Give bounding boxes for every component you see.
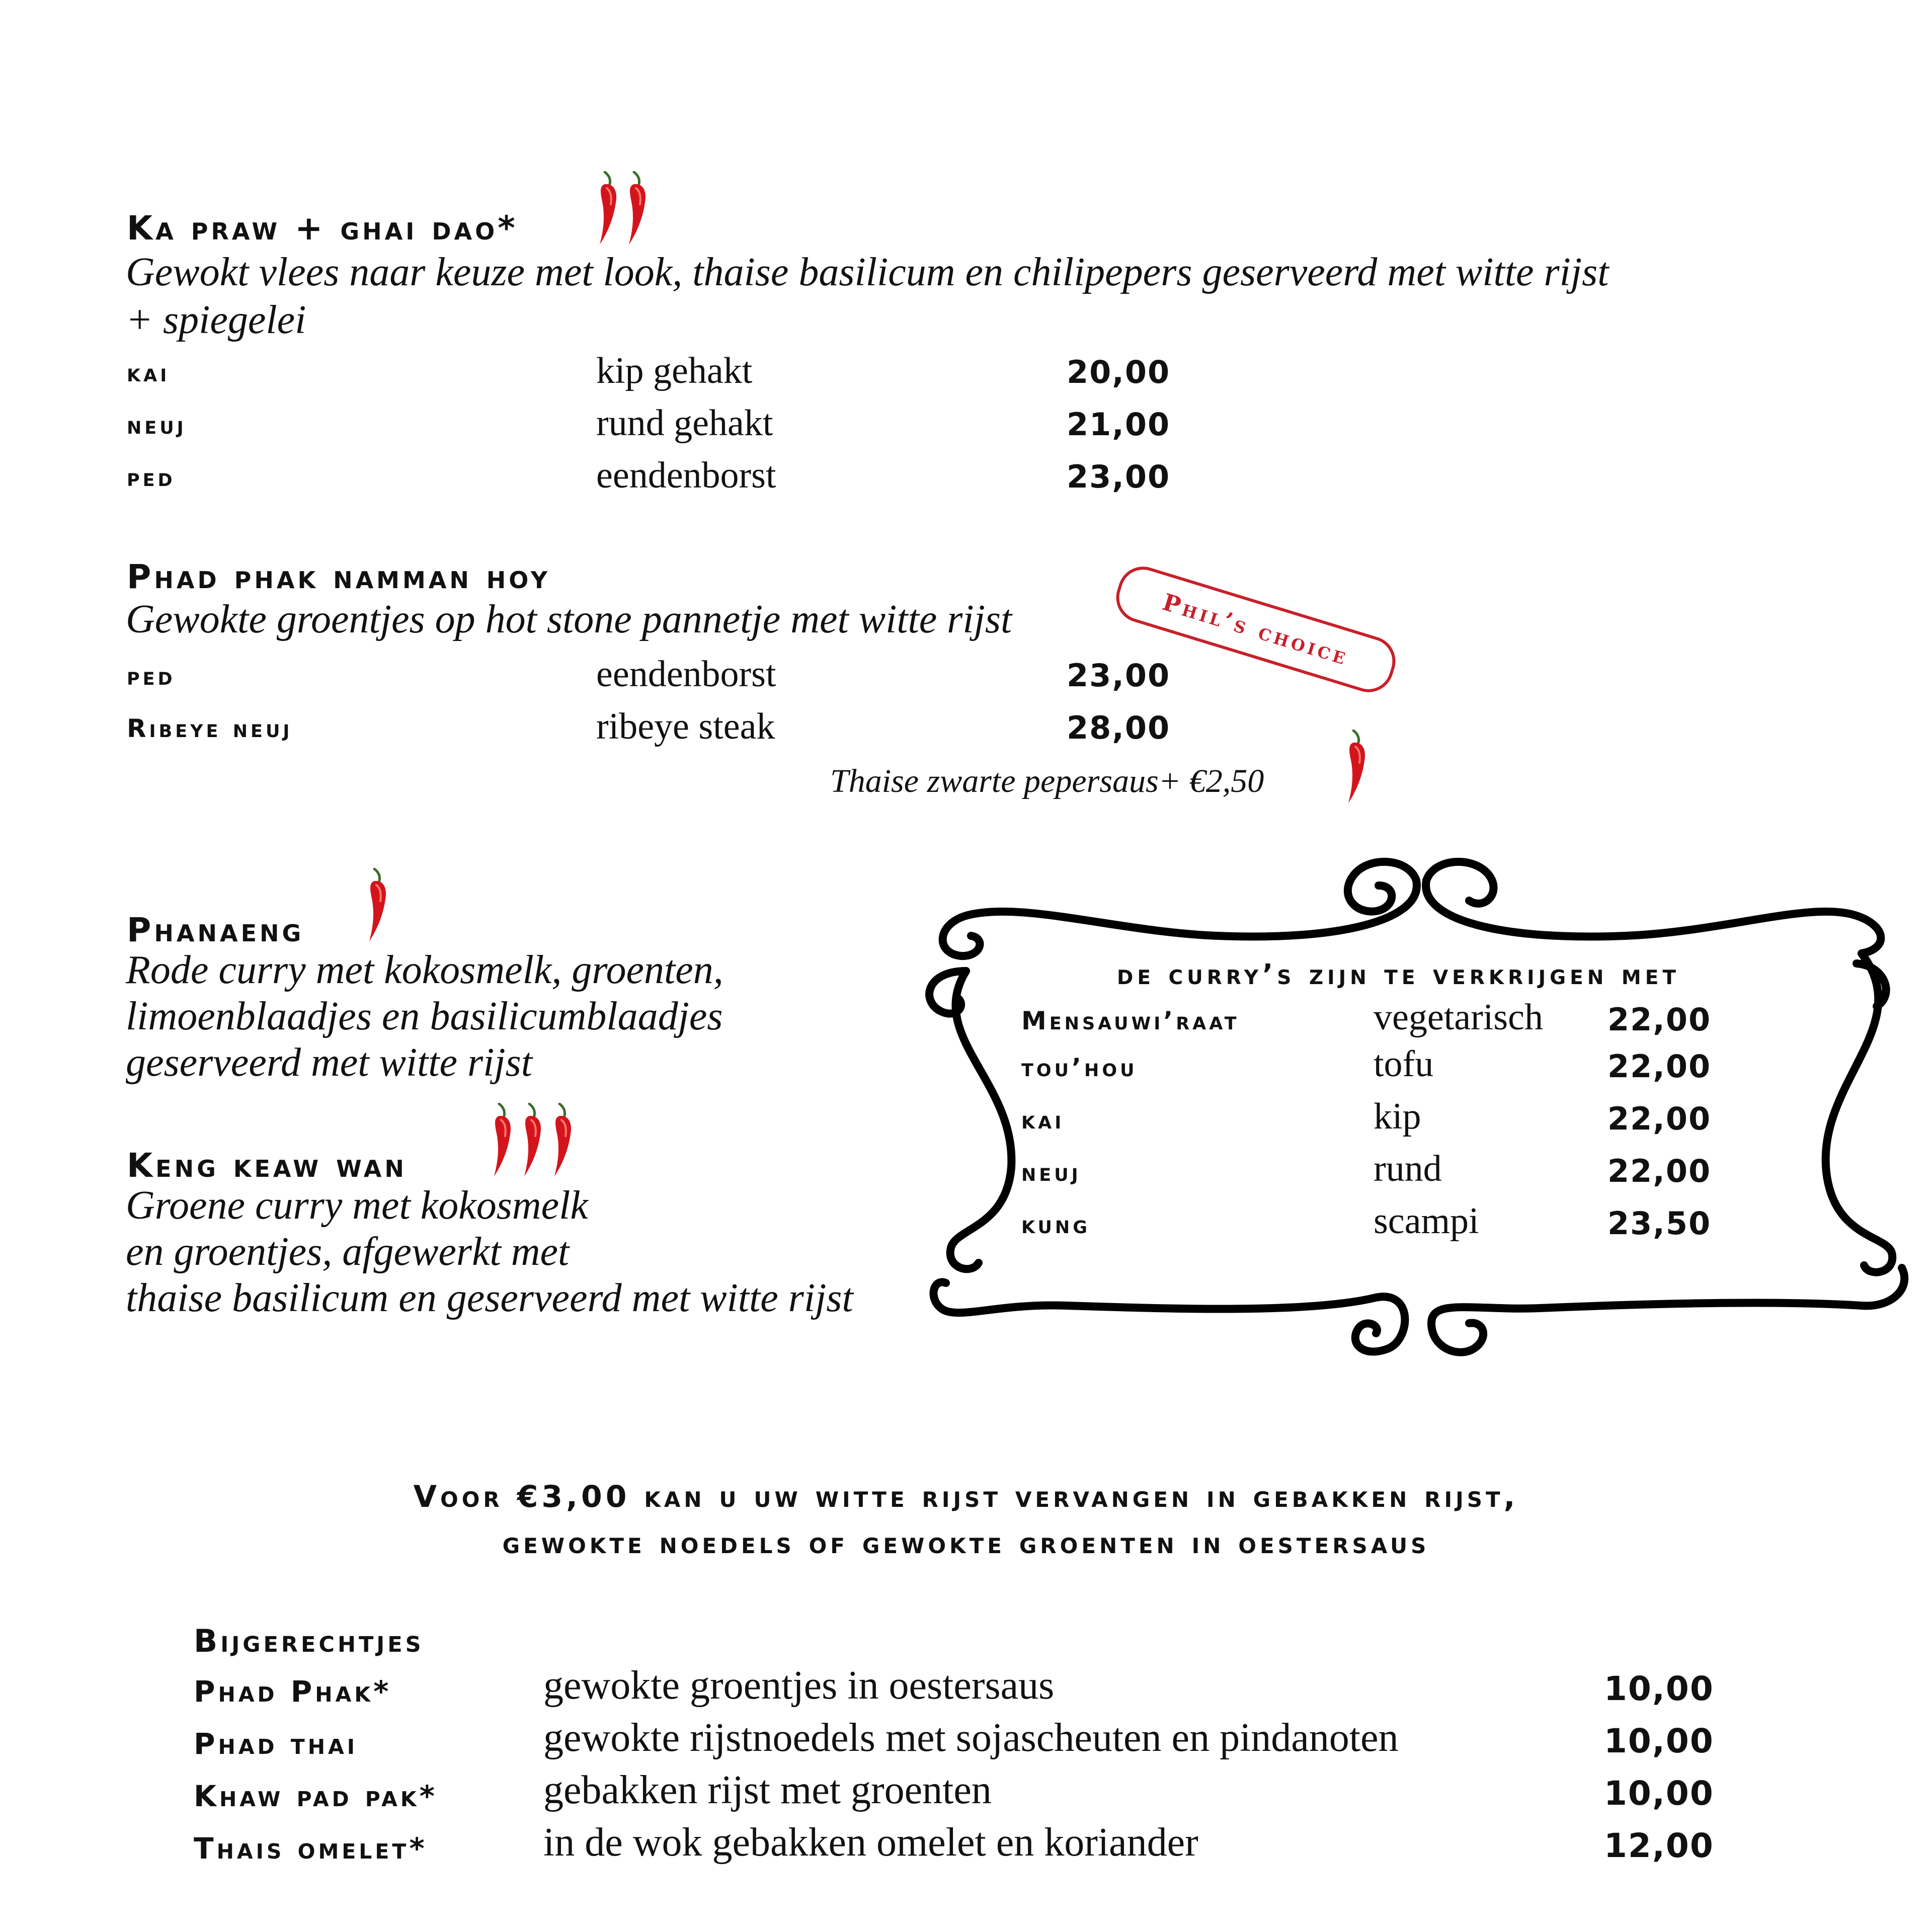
option-price: 23,00 [1067,458,1171,495]
dish4-description: Groene curry met kokosmelk [126,1183,588,1228]
curry-option-name: Mensauwi’raat [1021,1006,1240,1035]
chili-pepper-icon [1342,730,1373,805]
option-price: 23,00 [1067,657,1171,694]
side-name: Phad thai [194,1727,358,1761]
option-price: 28,00 [1067,709,1171,746]
dish3-description: Rode curry met kokosmelk, groenten, [126,948,723,992]
side-price: 10,00 [1604,1774,1714,1813]
option-price: 20,00 [1067,354,1171,390]
chili-pepper-icon [594,171,624,247]
dish4-description-cont: en groentjes, afgewerkt met [126,1230,570,1274]
chili-pepper-icon [363,868,393,943]
side-name: Phad Phak* [194,1674,392,1709]
side-description: gewokte rijstnoedels met sojascheuten en pindanoten [543,1716,1399,1760]
option-name: kai [127,358,170,387]
dish3-description-cont: limoenblaadjes en basilicumblaadjes [126,994,723,1038]
side-price: 10,00 [1604,1669,1714,1708]
chili-pepper-icon [488,1103,518,1178]
option-description: rund gehakt [596,403,773,444]
side-description: in de wok gebakken omelet en koriander [543,1820,1198,1865]
curry-option-description: kip [1374,1096,1421,1137]
curry-box-heading: de curry’s zijn te verkrijgen met [1117,958,1680,991]
curry-option-price: 22,00 [1607,1048,1712,1085]
curry-option-name: kung [1021,1210,1090,1239]
curry-option-price: 22,00 [1607,1001,1712,1038]
option-description: ribeye steak [596,706,775,747]
curry-option-description: tofu [1374,1043,1434,1085]
dish1-title: Ka praw + ghai dao* [127,209,518,248]
rice-substitution-note: Voor €3,00 kan u uw witte rijst vervangen in gebakken rijst, [413,1479,1519,1514]
pepper-sauce-extra: Thaise zwarte pepersaus+ €2,50 [830,763,1264,799]
dish1-description-cont: + spiegelei [126,298,306,342]
side-description: gebakken rijst met groenten [543,1768,992,1812]
option-name: ped [127,463,176,492]
curry-option-name: tou’hou [1021,1053,1138,1082]
chili-pepper-icon [518,1103,548,1178]
curry-option-description: rund [1374,1148,1442,1189]
curry-option-name: kai [1021,1105,1065,1135]
option-name: neuj [127,411,187,440]
curry-option-price: 22,00 [1607,1153,1712,1189]
stamp-label: Phil’s choice [1159,588,1352,671]
curry-option-name: neuj [1021,1158,1081,1187]
option-price: 21,00 [1067,406,1171,443]
curry-option-price: 23,50 [1607,1205,1712,1242]
side-price: 10,00 [1604,1722,1714,1760]
side-name: Thais omelet* [194,1831,428,1866]
dish2-description: Gewokte groentjes op hot stone pannetje met witte rijst [126,597,1012,641]
sides-title: Bijgerechtjes [194,1623,424,1659]
rice-substitution-note-cont: gewokte noedels of gewokte groenten in oestersaus [502,1525,1430,1561]
option-description: eendenborst [596,654,776,695]
dish4-description-cont: thaise basilicum en geserveerd met witte rijst [126,1276,853,1320]
dish3-description-cont: geserveerd met witte rijst [126,1040,532,1085]
dish3-title: Phanaeng [127,911,304,949]
curry-option-description: scampi [1374,1200,1479,1242]
chili-pepper-icon [623,171,653,247]
chili-pepper-icon [548,1103,579,1178]
option-description: kip gehakt [596,350,753,391]
side-name: Khaw pad pak* [194,1779,438,1813]
side-price: 12,00 [1604,1826,1714,1865]
option-name: ped [127,662,176,691]
dish1-description: Gewokt vlees naar keuze met look, thaise basilicum en chilipepers geserveerd met witte rijst [126,250,1609,294]
curry-option-price: 22,00 [1607,1100,1712,1137]
option-name: Ribeye neuj [127,714,293,743]
option-description: eendenborst [596,455,776,496]
curry-option-description: vegetarisch [1374,997,1543,1038]
dish4-title: Keng keaw wan [127,1146,407,1185]
dish2-title: Phad phak namman hoy [127,557,551,596]
side-description: gewokte groentjes in oestersaus [543,1663,1055,1708]
